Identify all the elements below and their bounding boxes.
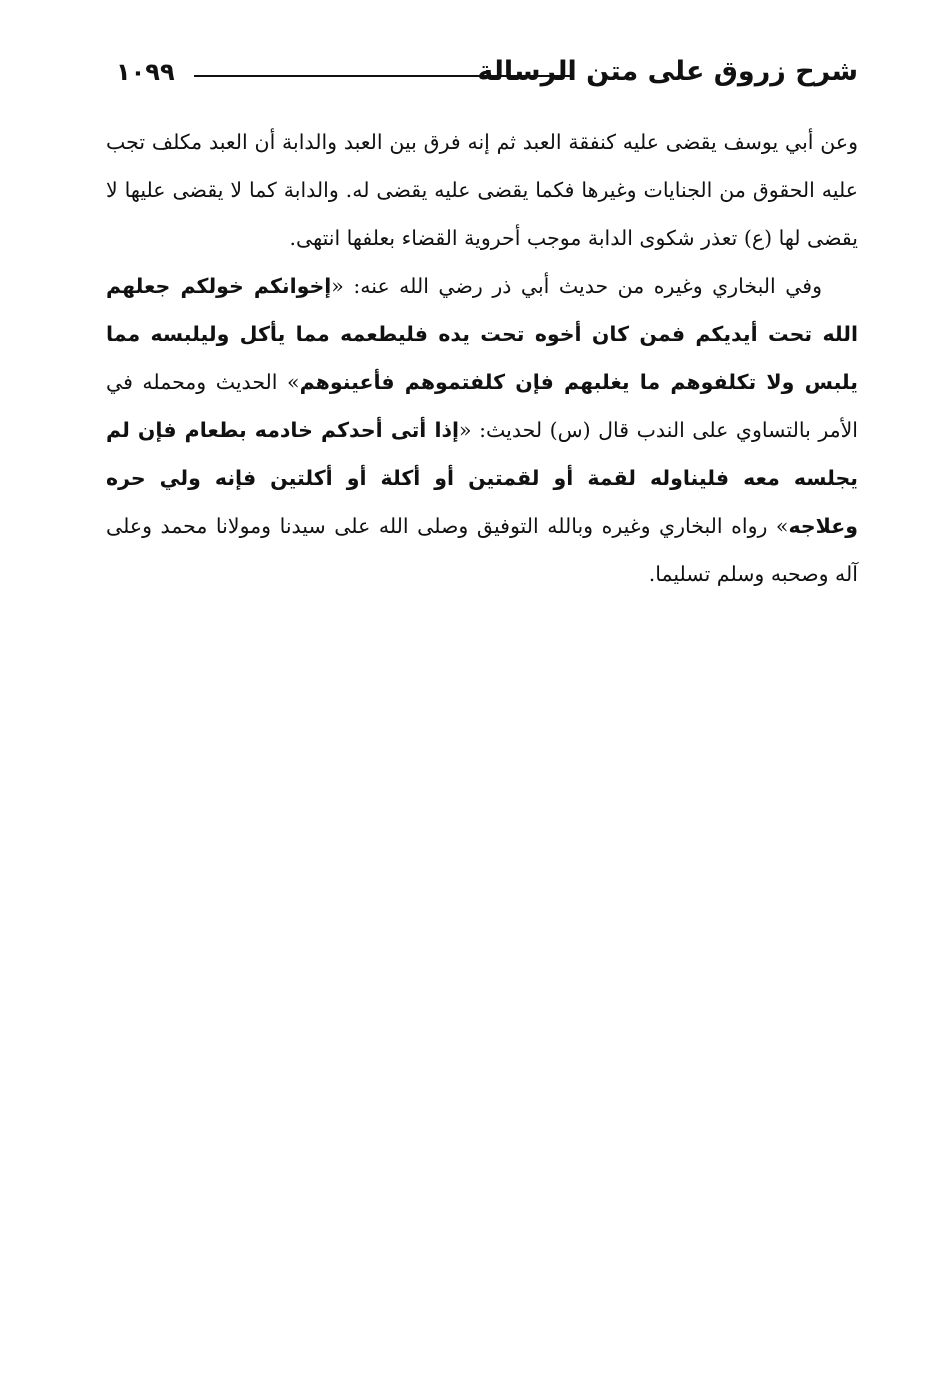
- paragraph-2-intro: وفي البخاري وغيره من حديث أبي ذر رضي الله عنه: «: [331, 274, 822, 298]
- paragraph-2-closing: » رواه البخاري وغيره وبالله التوفيق وصلى الله على سيدنا ومولانا محمد وعلى آله وصحبه وسلم تسليما.: [106, 514, 858, 586]
- hadith-quote-1: إخوانكم خولكم جعلهم الله تحت أيديكم فمن كان أخوه تحت يده فليطعمه مما يأكل وليلبسه مما يلبس ولا تكلفوهم ما يغلبهم فإن كلفتموهم فأعينوهم: [106, 274, 858, 394]
- header-rule: [194, 75, 570, 77]
- page-header: [108, 52, 858, 96]
- paragraph-1: وعن أبي يوسف يقضى عليه كنفقة العبد ثم إنه فرق بين العبد والدابة أن العبد مكلف تجب عليه الحقوق من الجنايات وغيرها فكما يقضى عليه يقضى له. والدابة كما لا يقضى عليها لا يقضى لها (ع) تعذر شكوى الدابة موجب أحروية القضاء بعلفها انتهى.: [106, 130, 858, 250]
- paragraph-2-middle: » الحديث ومحمله في الأمر بالتساوي على الندب قال (س) لحديث: «: [106, 370, 858, 442]
- page-number: ١٠٩٩: [116, 58, 175, 86]
- hadith-quote-2: إذا أتى أحدكم خادمه بطعام فإن لم يجلسه معه فليناوله لقمة أو لقمتين أو أكلة أو أكلتين فإنه ولي حره وعلاجه: [106, 418, 858, 538]
- paragraph-2: [106, 262, 858, 598]
- running-title: شرح زروق على متن الرسالة: [477, 56, 858, 87]
- body-text: [106, 118, 858, 598]
